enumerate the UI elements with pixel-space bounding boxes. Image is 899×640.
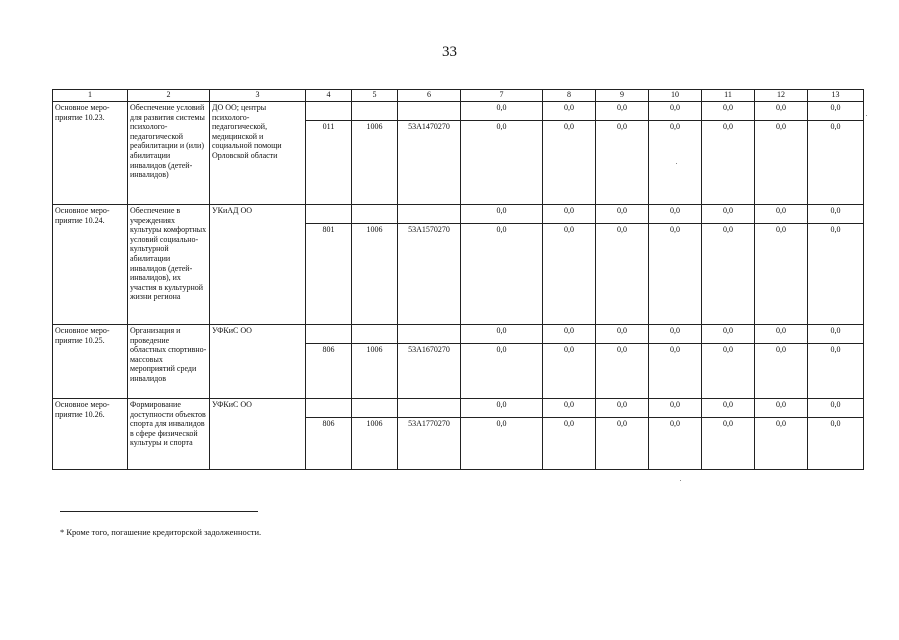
executor-cell: УФКиС ОО <box>210 325 306 399</box>
value-cell: 0,0 <box>702 102 755 121</box>
csr-code-cell: 53А1570270 <box>398 224 461 325</box>
value-cell: 0,0 <box>649 205 702 224</box>
value-cell: 0,0 <box>461 102 543 121</box>
col-header-10: 10 <box>649 90 702 102</box>
value-cell: 0,0 <box>461 418 543 470</box>
value-cell: 0,0 <box>543 121 596 205</box>
grbs-code-cell: 011 <box>306 121 352 205</box>
value-cell: 0,0 <box>702 224 755 325</box>
executor-cell: УКиАД ОО <box>210 205 306 325</box>
value-cell: 0,0 <box>596 121 649 205</box>
budget-table <box>52 89 864 470</box>
value-cell: 0,0 <box>461 121 543 205</box>
value-cell: 0,0 <box>808 418 864 470</box>
empty-cell <box>352 205 398 224</box>
empty-cell <box>352 102 398 121</box>
value-cell: 0,0 <box>755 418 808 470</box>
empty-cell <box>398 205 461 224</box>
grbs-code-cell: 801 <box>306 224 352 325</box>
value-cell: 0,0 <box>461 205 543 224</box>
col-header-8: 8 <box>543 90 596 102</box>
csr-code-cell: 53А1770270 <box>398 418 461 470</box>
scan-speck <box>676 163 677 164</box>
empty-cell <box>398 399 461 418</box>
csr-code-cell: 53А1470270 <box>398 121 461 205</box>
value-cell: 0,0 <box>755 205 808 224</box>
value-cell: 0,0 <box>755 121 808 205</box>
value-cell: 0,0 <box>461 224 543 325</box>
value-cell: 0,0 <box>702 121 755 205</box>
value-cell: 0,0 <box>596 325 649 344</box>
col-header-12: 12 <box>755 90 808 102</box>
col-header-13: 13 <box>808 90 864 102</box>
value-cell: 0,0 <box>649 399 702 418</box>
value-cell: 0,0 <box>755 102 808 121</box>
value-cell: 0,0 <box>596 205 649 224</box>
footnote: * Кроме того, погашение кредиторской задолженности. <box>60 527 262 537</box>
value-cell: 0,0 <box>543 224 596 325</box>
empty-cell <box>306 325 352 344</box>
value-cell: 0,0 <box>755 399 808 418</box>
col-header-4: 4 <box>306 90 352 102</box>
scan-speck <box>866 115 867 116</box>
empty-cell <box>306 102 352 121</box>
value-cell: 0,0 <box>808 102 864 121</box>
measure-row-top <box>53 325 864 344</box>
description-cell: Формирование доступности объектов спорта для инвалидов в сфере физической культуры и спорта <box>128 399 210 470</box>
value-cell: 0,0 <box>808 399 864 418</box>
value-cell: 0,0 <box>649 418 702 470</box>
col-header-5: 5 <box>352 90 398 102</box>
value-cell: 0,0 <box>755 325 808 344</box>
rzpr-code-cell: 1006 <box>352 418 398 470</box>
value-cell: 0,0 <box>596 224 649 325</box>
value-cell: 0,0 <box>702 325 755 344</box>
value-cell: 0,0 <box>649 102 702 121</box>
value-cell: 0,0 <box>649 325 702 344</box>
col-header-11: 11 <box>702 90 755 102</box>
measure-cell: Основное меро-приятие 10.24. <box>53 205 128 325</box>
executor-cell: ДО ОО; центры психолого-педагогической, медицинской и социальной помощи Орловской области <box>210 102 306 205</box>
empty-cell <box>306 399 352 418</box>
col-header-2: 2 <box>128 90 210 102</box>
value-cell: 0,0 <box>596 418 649 470</box>
col-header-1: 1 <box>53 90 128 102</box>
col-header-7: 7 <box>461 90 543 102</box>
value-cell: 0,0 <box>543 205 596 224</box>
executor-cell: УФКиС ОО <box>210 399 306 470</box>
value-cell: 0,0 <box>461 344 543 399</box>
grbs-code-cell: 806 <box>306 344 352 399</box>
value-cell: 0,0 <box>702 399 755 418</box>
value-cell: 0,0 <box>808 325 864 344</box>
empty-cell <box>306 205 352 224</box>
rzpr-code-cell: 1006 <box>352 121 398 205</box>
value-cell: 0,0 <box>808 224 864 325</box>
value-cell: 0,0 <box>543 418 596 470</box>
value-cell: 0,0 <box>596 399 649 418</box>
value-cell: 0,0 <box>461 399 543 418</box>
value-cell: 0,0 <box>543 399 596 418</box>
value-cell: 0,0 <box>755 344 808 399</box>
value-cell: 0,0 <box>649 224 702 325</box>
empty-cell <box>352 325 398 344</box>
measure-cell: Основное меро-приятие 10.26. <box>53 399 128 470</box>
rzpr-code-cell: 1006 <box>352 344 398 399</box>
measure-cell: Основное меро-приятие 10.23. <box>53 102 128 205</box>
description-cell: Обеспечение условий для развития системы психолого-педагогической реабилитации и (или) абилитации инвалидов (детей-инвалидов) <box>128 102 210 205</box>
value-cell: 0,0 <box>543 325 596 344</box>
col-header-3: 3 <box>210 90 306 102</box>
footnote-divider <box>60 511 258 512</box>
description-cell: Организация и проведение областных спортивно-массовых мероприятий среди инвалидов <box>128 325 210 399</box>
value-cell: 0,0 <box>596 344 649 399</box>
measure-row-top <box>53 102 864 121</box>
page-number: 33 <box>442 44 457 60</box>
value-cell: 0,0 <box>702 205 755 224</box>
col-header-9: 9 <box>596 90 649 102</box>
value-cell: 0,0 <box>808 205 864 224</box>
value-cell: 0,0 <box>543 102 596 121</box>
header-row <box>53 90 864 102</box>
value-cell: 0,0 <box>461 325 543 344</box>
empty-cell <box>398 102 461 121</box>
empty-cell <box>398 325 461 344</box>
measure-row-top <box>53 205 864 224</box>
value-cell: 0,0 <box>596 102 649 121</box>
description-cell: Обеспечение в учреждениях культуры комфортных условий социально-культурной абилитации инвалидов (детей-инвалидов), их участия в культурной жизни региона <box>128 205 210 325</box>
empty-cell <box>352 399 398 418</box>
value-cell: 0,0 <box>649 121 702 205</box>
value-cell: 0,0 <box>808 121 864 205</box>
value-cell: 0,0 <box>543 344 596 399</box>
value-cell: 0,0 <box>808 344 864 399</box>
rzpr-code-cell: 1006 <box>352 224 398 325</box>
value-cell: 0,0 <box>702 418 755 470</box>
scan-speck <box>680 480 681 481</box>
measure-cell: Основное меро-приятие 10.25. <box>53 325 128 399</box>
value-cell: 0,0 <box>755 224 808 325</box>
measure-row-top <box>53 399 864 418</box>
grbs-code-cell: 806 <box>306 418 352 470</box>
csr-code-cell: 53А1670270 <box>398 344 461 399</box>
col-header-6: 6 <box>398 90 461 102</box>
value-cell: 0,0 <box>702 344 755 399</box>
value-cell: 0,0 <box>649 344 702 399</box>
